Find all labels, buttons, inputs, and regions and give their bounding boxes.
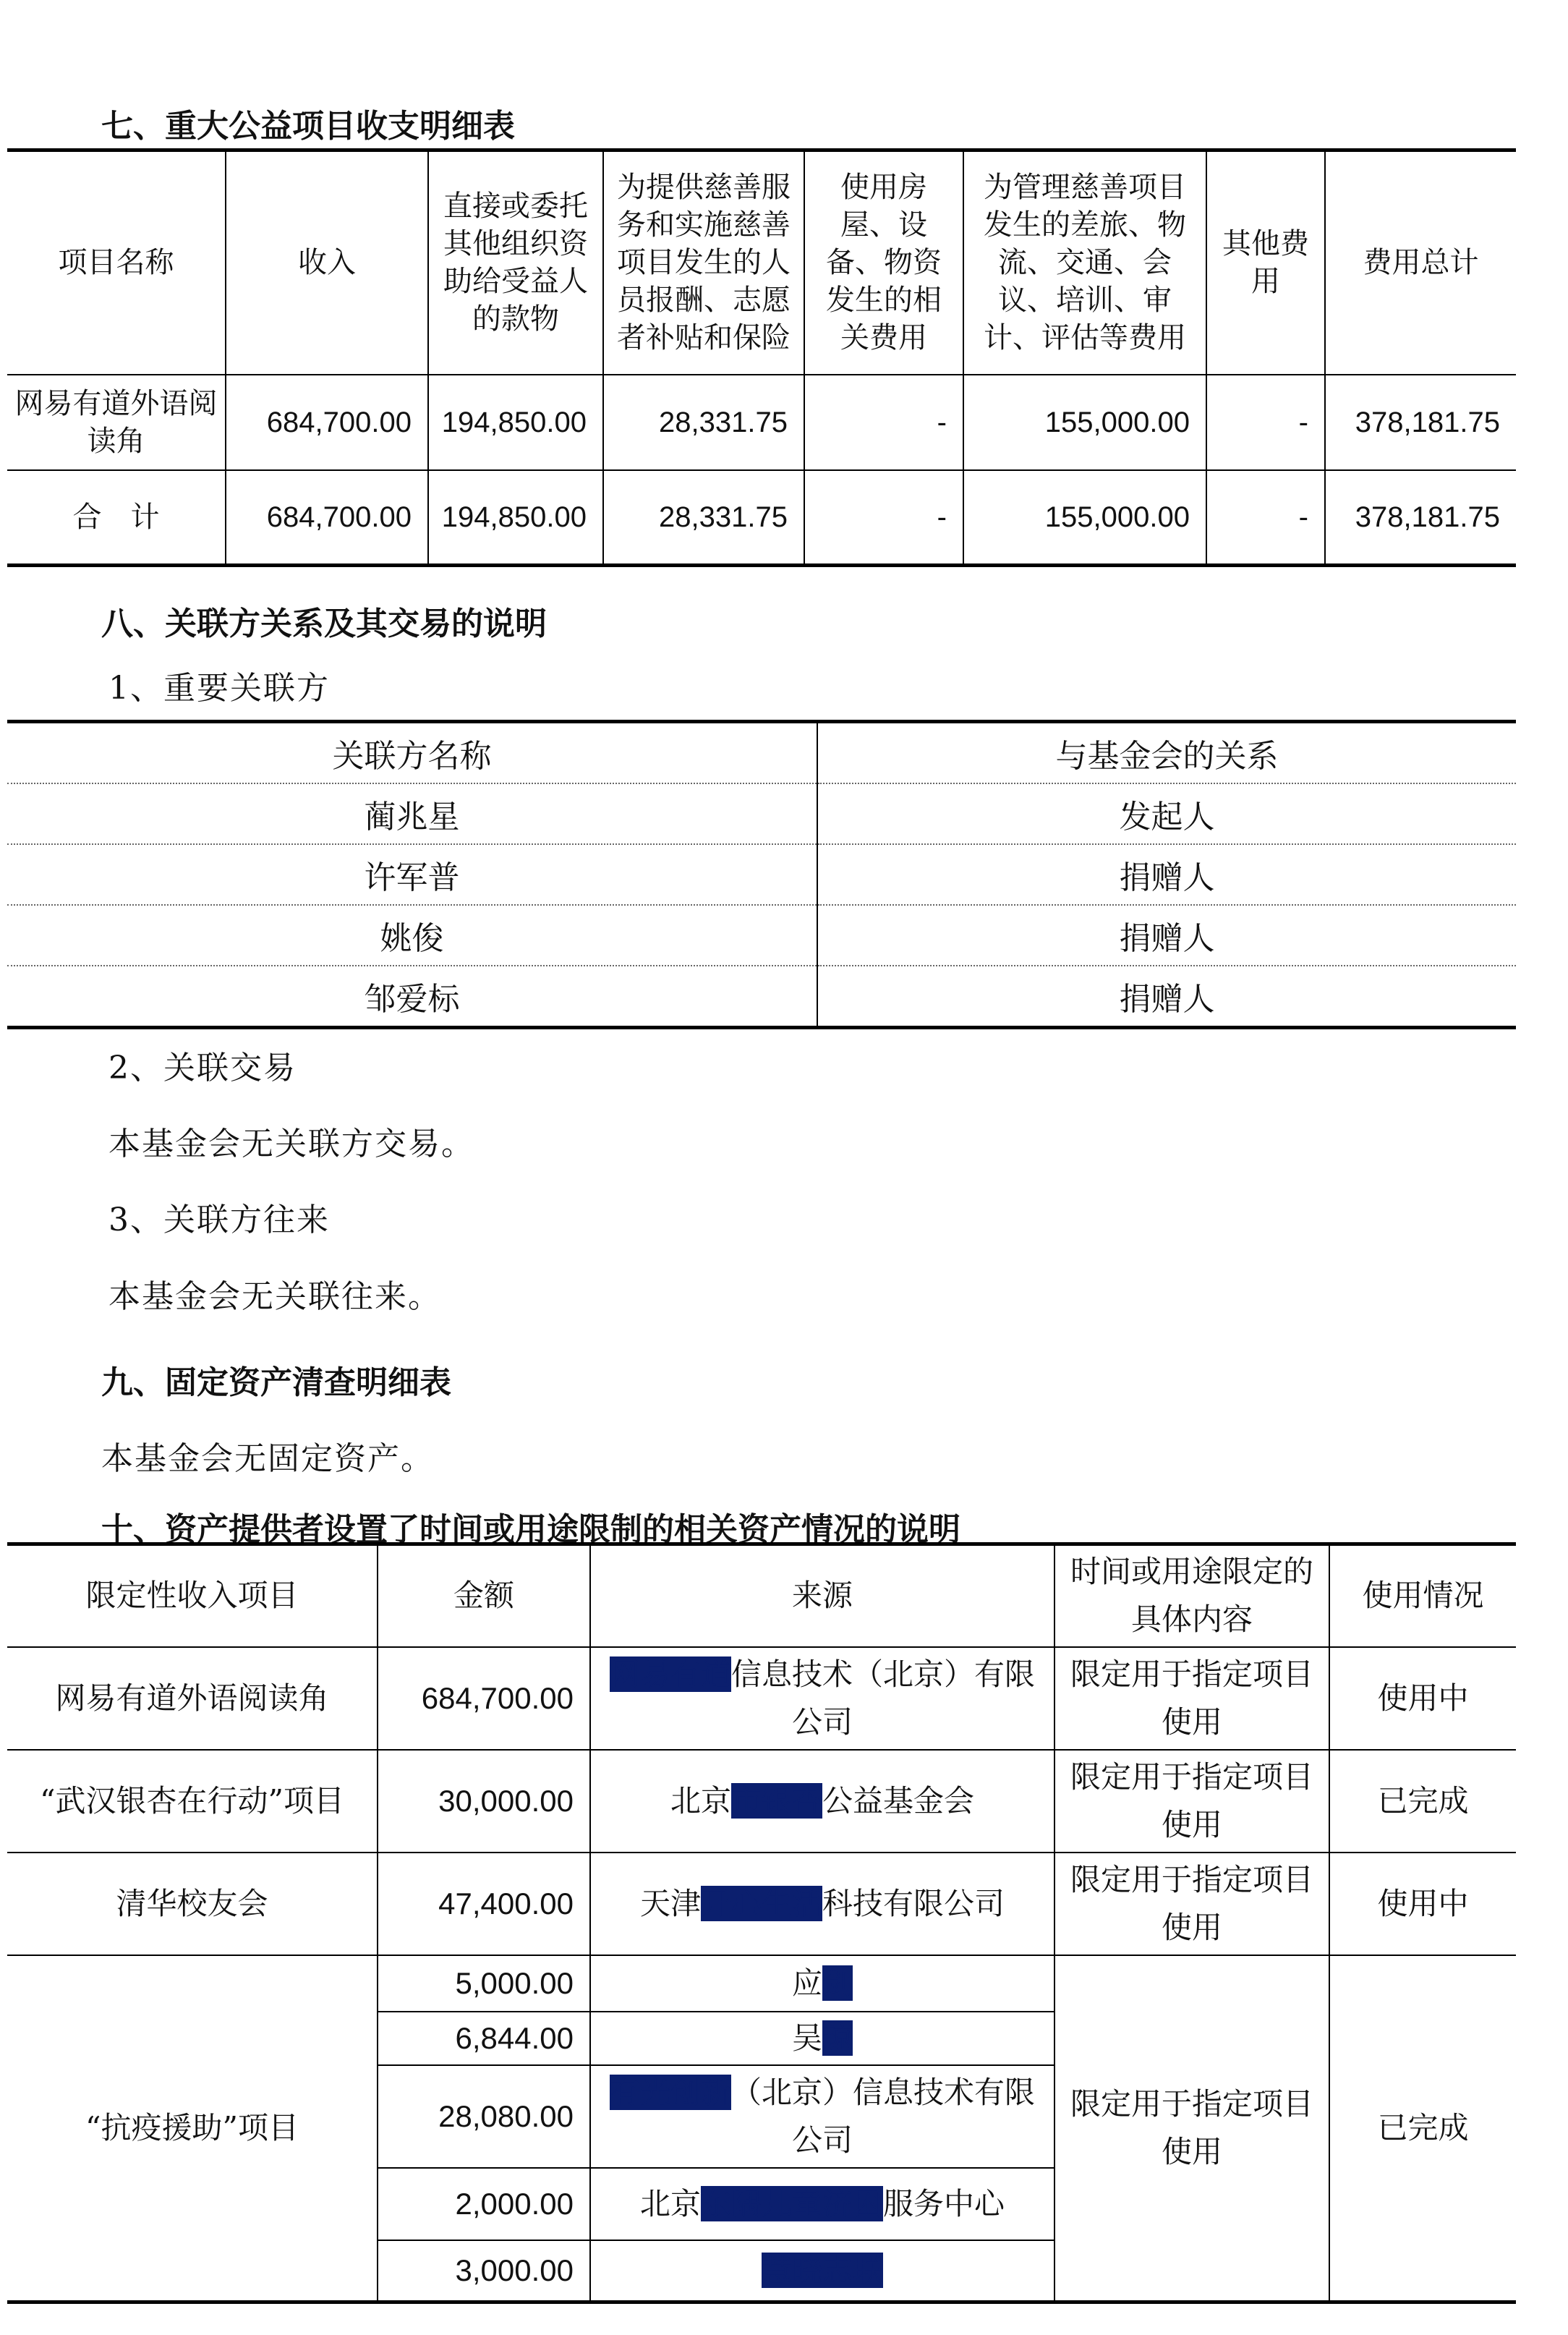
section-8-title: 八、关联方关系及其交易的说明 bbox=[101, 605, 547, 642]
cell-income: 684,700.00 bbox=[226, 470, 428, 566]
col-header: 金额 bbox=[378, 1544, 590, 1647]
subsection-2-title: 2、关联交易 bbox=[108, 1050, 297, 1086]
source-text: 信息技术（北京）有限公司 bbox=[731, 1656, 1036, 1740]
cell-amount: 684,700.00 bbox=[378, 1647, 590, 1750]
col-header: 为提供慈善服务和实施慈善项目发生的人员报酬、志愿者补贴和保险 bbox=[603, 150, 804, 375]
cell-limit: 限定用于指定项目使用 bbox=[1054, 1750, 1329, 1853]
table-header-row bbox=[7, 1544, 1516, 1647]
col-header: 时间或用途限定的具体内容 bbox=[1054, 1544, 1329, 1647]
section-7-title: 七、重大公益项目收支明细表 bbox=[101, 108, 515, 145]
cell-limit: 限定用于指定项目使用 bbox=[1054, 1647, 1329, 1750]
col-header: 收入 bbox=[226, 150, 428, 375]
cell-project-name: 合 计 bbox=[7, 470, 226, 566]
cell-amount: 2,000.00 bbox=[378, 2168, 590, 2240]
source-text: 服务中心 bbox=[883, 2185, 1005, 2221]
source-text: 应 bbox=[791, 1965, 822, 2001]
cell-total: 378,181.75 bbox=[1325, 470, 1516, 566]
cell-source bbox=[590, 1955, 1054, 2012]
cell-status: 已完成 bbox=[1329, 1750, 1516, 1853]
cell-total: 378,181.75 bbox=[1325, 375, 1516, 470]
cell-income: 684,700.00 bbox=[226, 375, 428, 470]
subsection-1-title: 1、重要关联方 bbox=[108, 670, 330, 707]
cell-item: “抗疫援助”项目 bbox=[7, 1955, 378, 2302]
major-project-table bbox=[7, 148, 1516, 567]
table-row bbox=[7, 1853, 1516, 1955]
col-header: 使用情况 bbox=[1329, 1544, 1516, 1647]
cell-limit: 限定用于指定项目使用 bbox=[1054, 1853, 1329, 1955]
source-text: 吴 bbox=[791, 2020, 822, 2056]
cell-management: 155,000.00 bbox=[963, 375, 1206, 470]
cell-personnel: 28,331.75 bbox=[603, 470, 804, 566]
cell-party-name: 姚俊 bbox=[7, 905, 817, 966]
cell-item: 清华校友会 bbox=[7, 1853, 378, 1955]
col-header: 费用总计 bbox=[1325, 150, 1516, 375]
table-row bbox=[7, 375, 1516, 470]
table-row bbox=[7, 1750, 1516, 1853]
cell-relation: 捐赠人 bbox=[817, 844, 1516, 905]
related-party-table bbox=[7, 720, 1516, 1029]
col-header: 其他费用 bbox=[1206, 150, 1325, 375]
cell-item: “武汉银杏在行动”项目 bbox=[7, 1750, 378, 1853]
cell-amount: 47,400.00 bbox=[378, 1853, 590, 1955]
restricted-asset-table bbox=[7, 1542, 1516, 2304]
col-header: 与基金会的关系 bbox=[817, 722, 1516, 784]
table-row bbox=[7, 1955, 1516, 2012]
subsection-3-title: 3、关联方往来 bbox=[108, 1201, 330, 1238]
redacted-text: 市银杏 bbox=[730, 1782, 822, 1819]
cell-source bbox=[590, 2168, 1054, 2240]
table-row bbox=[7, 905, 1516, 966]
related-transaction-text: 本基金会无关联方交易。 bbox=[108, 1126, 474, 1162]
cell-amount: 28,080.00 bbox=[378, 2065, 590, 2168]
source-text: 北京 bbox=[670, 1782, 731, 1819]
cell-relation: 捐赠人 bbox=[817, 905, 1516, 966]
table-row-total bbox=[7, 470, 1516, 566]
col-header: 直接或委托其他组织资助给受益人的款物 bbox=[428, 150, 603, 375]
redacted-text: 有光创新 bbox=[609, 2074, 731, 2110]
source-text: 北京 bbox=[639, 2185, 701, 2221]
col-header: 限定性收入项目 bbox=[7, 1544, 378, 1647]
col-header: 为管理慈善项目发生的差旅、物流、交通、会议、培训、审计、评估等费用 bbox=[963, 150, 1206, 375]
cell-amount: 3,000.00 bbox=[378, 2240, 590, 2302]
cell-amount: 6,844.00 bbox=[378, 2012, 590, 2065]
cell-status: 已完成 bbox=[1329, 1955, 1516, 2302]
cell-party-name: 蔺兆星 bbox=[7, 783, 817, 844]
cell-status: 使用中 bbox=[1329, 1647, 1516, 1750]
cell-other: - bbox=[1206, 375, 1325, 470]
redacted-text: 剑 bbox=[822, 1965, 853, 2001]
cell-amount: 5,000.00 bbox=[378, 1955, 590, 2012]
cell-amount: 30,000.00 bbox=[378, 1750, 590, 1853]
cell-management: 155,000.00 bbox=[963, 470, 1206, 566]
cell-relation: 发起人 bbox=[817, 783, 1516, 844]
cell-source bbox=[590, 2240, 1054, 2302]
section-10-title: 十、资产提供者设置了时间或用途限制的相关资产情况的说明 bbox=[101, 1511, 960, 1548]
source-text: 天津 bbox=[639, 1885, 701, 1921]
cell-direct-aid: 194,850.00 bbox=[428, 375, 603, 470]
fixed-asset-text: 本基金会无固定资产。 bbox=[101, 1440, 434, 1477]
table-header-row bbox=[7, 722, 1516, 784]
cell-other: - bbox=[1206, 470, 1325, 566]
table-header-row bbox=[7, 150, 1516, 375]
source-text: 公益基金会 bbox=[822, 1782, 975, 1819]
col-header: 来源 bbox=[590, 1544, 1054, 1647]
table-row bbox=[7, 966, 1516, 1028]
cell-party-name: 邹爱标 bbox=[7, 966, 817, 1028]
cell-party-name: 许军普 bbox=[7, 844, 817, 905]
cell-facility: - bbox=[804, 375, 963, 470]
cell-item: 网易有道外语阅读角 bbox=[7, 1647, 378, 1750]
cell-source bbox=[590, 1647, 1054, 1750]
redacted-text: 开心生活 bbox=[700, 1885, 822, 1921]
section-9-title: 九、固定资产清查明细表 bbox=[101, 1364, 451, 1401]
cell-source bbox=[590, 2012, 1054, 2065]
col-header: 项目名称 bbox=[7, 150, 226, 375]
cell-source bbox=[590, 1853, 1054, 1955]
related-balance-text: 本基金会无关联往来。 bbox=[108, 1278, 441, 1315]
source-text: （北京）信息技术有限公司 bbox=[731, 2074, 1036, 2158]
cell-personnel: 28,331.75 bbox=[603, 375, 804, 470]
redacted-text: 慧晓志联 bbox=[761, 2252, 883, 2288]
table-row bbox=[7, 844, 1516, 905]
cell-status: 使用中 bbox=[1329, 1853, 1516, 1955]
cell-relation: 捐赠人 bbox=[1119, 981, 1215, 1018]
table-row bbox=[7, 783, 1516, 844]
redacted-text: 东隅儿童济困 bbox=[700, 2185, 883, 2221]
redacted-text: 网易有道 bbox=[609, 1656, 731, 1692]
cell-direct-aid: 194,850.00 bbox=[428, 470, 603, 566]
col-header: 关联方名称 bbox=[7, 722, 817, 784]
redacted-text: 琼 bbox=[822, 2020, 853, 2056]
cell-source bbox=[590, 1750, 1054, 1853]
col-header: 使用房屋、设备、物资发生的相关费用 bbox=[804, 150, 963, 375]
cell-source bbox=[590, 2065, 1054, 2168]
table-row bbox=[7, 1647, 1516, 1750]
cell-limit: 限定用于指定项目使用 bbox=[1054, 1955, 1329, 2302]
cell-facility: - bbox=[804, 470, 963, 566]
cell-project-name: 网易有道外语阅读角 bbox=[7, 375, 226, 470]
source-text: 科技有限公司 bbox=[822, 1885, 1005, 1921]
